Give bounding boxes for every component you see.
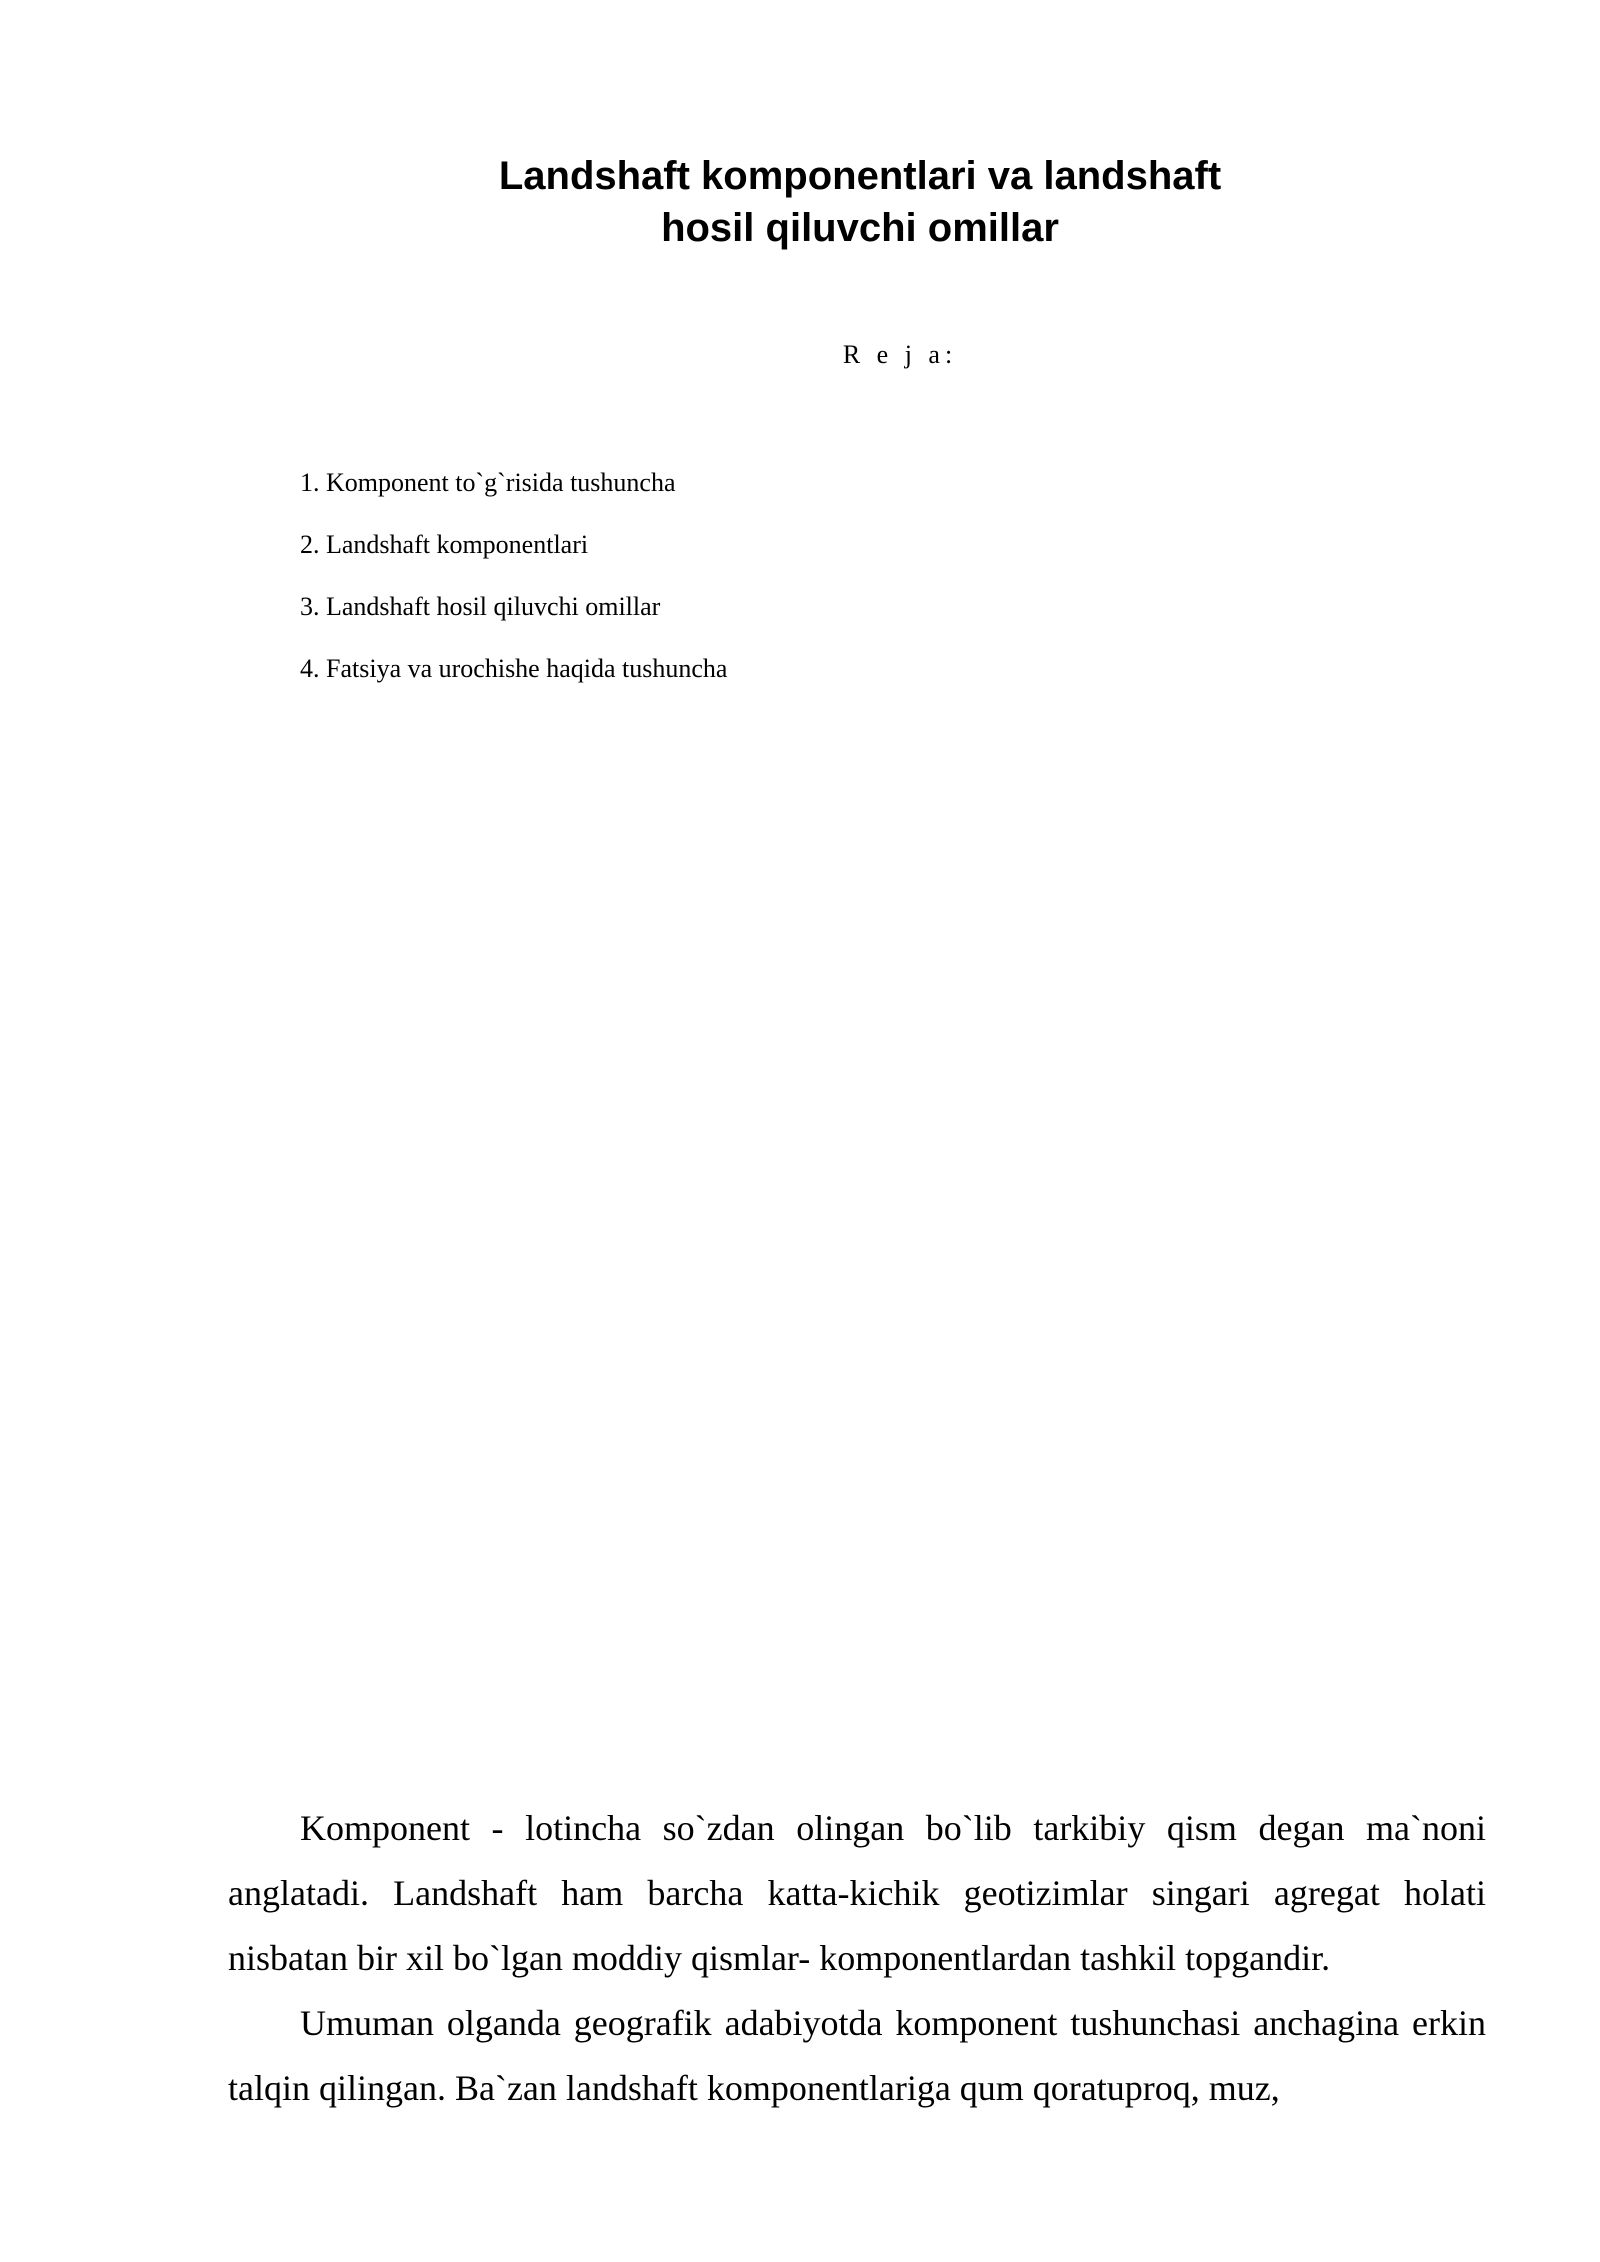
body-text: [228, 1796, 1486, 2121]
plan-list: [300, 466, 727, 714]
plan-item: 2. Landshaft komponentlari: [300, 530, 589, 559]
plan-item: 4. Fatsiya va urochishe haqida tushuncha: [300, 654, 728, 683]
title-line-2: hosil qiluvchi omillar: [661, 206, 1059, 250]
plan-heading: R e j a:: [842, 340, 958, 369]
body-paragraph: Komponent - lotincha so`zdan olingan bo`lib tarkibiy qism degan ma`noni anglatadi. Landshaft ham barcha katta-kichik geotizimlar singari agregat holati nisbatan bir xil bo`lgan moddiy qismlar- komponentlardan tashkil topgandir.: [228, 1808, 1486, 1978]
document-title: [0, 150, 1600, 254]
title-line-1: Landshaft komponentlari va landshaft: [498, 154, 1222, 198]
plan-item: 3. Landshaft hosil qiluvchi omillar: [300, 592, 661, 621]
body-paragraph: Umuman olganda geografik adabiyotda komponent tushunchasi anchagina erkin talqin qilingan. Ba`zan landshaft komponentlariga qum qoratuproq, muz,: [228, 2003, 1486, 2108]
plan-item: 1. Komponent to`g`risida tushuncha: [300, 468, 676, 497]
